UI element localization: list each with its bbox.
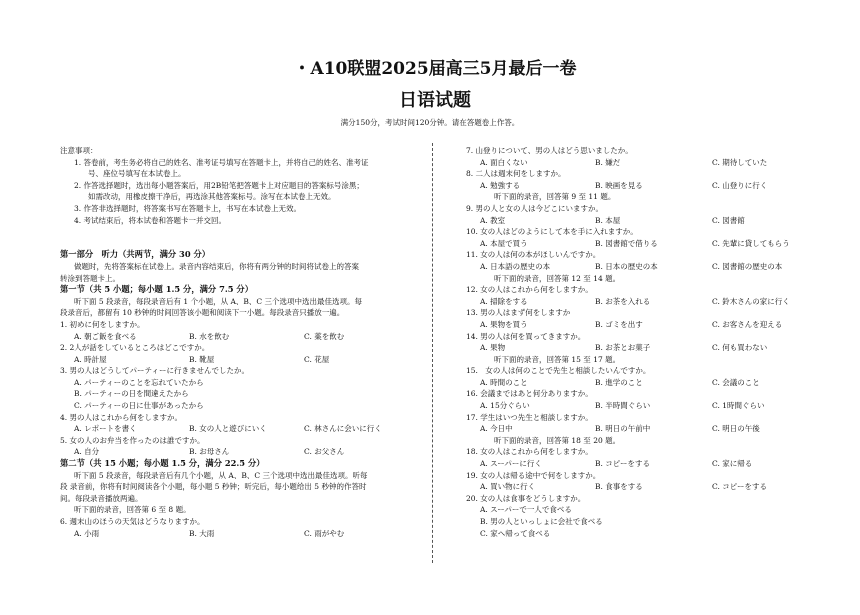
question-4: 4. 男の人はこれから何をしますか。 [60,412,183,422]
answer-option: B. コピーをする [595,459,650,469]
question-20-option-c: C. 家へ帰って食べる [480,528,551,538]
exam-title: ・A10联盟2025届高三5月最后一卷 [293,59,577,79]
note-line: 2. 作答选择题时，选出每小题答案后，用2B铅笔把答题卡上对应题目的答案标号涂黑； [74,180,364,190]
answer-option: B. 進学のこと [595,377,643,387]
section2-intro: 听下面 5 段录音，每段录音后有几个小题，从 A、B、C 三个选项中选出最佳选项。听每 [74,470,368,480]
left-column [60,145,428,539]
answer-option: C. 花屋 [304,354,330,364]
question-14: 14. 男の人は何を買ってきますか。 [466,331,586,341]
question-9-options [466,215,836,227]
question-13: 13. 男の人はまず何をしますか [466,308,571,318]
section1-intro: 段录音后，都留有 10 秒钟的时间回答该小题和阅读下一小题。每段录音只播放一遍。 [60,308,345,318]
question-17-options [466,423,836,435]
answer-option: A. 買い物に行く [480,482,536,492]
question-20-option-b: B. 男の人といっしょに会社で食べる [480,517,603,526]
answer-option: A. 小雨 [74,528,100,538]
question-3: 3. 男の人はどうしてパーティーに行きませんでしたか。 [60,366,249,376]
answer-option: A. 時計屋 [74,354,107,364]
answer-option: B. お茶を入れる [595,296,651,306]
listening-note: 听下面的录音，回答第 6 至 8 题。 [74,505,191,515]
answer-option: B. ゴミを出す [595,319,643,329]
answer-option: C. お客さんを迎える [712,319,783,329]
question-19-options [466,481,836,493]
answer-option: C. 会議のこと [712,377,760,387]
listening-note: 听下面的录音，回答第 18 至 20 题。 [494,435,621,445]
answer-option: C. 薬を飲む [304,331,345,341]
question-18-options [466,458,836,470]
answer-option: A. 果物を買う [480,319,528,329]
answer-option: A. 今日中 [480,424,513,434]
exam-subtitle: 满分150分，考试时间120分钟。请在答题卷上作答。 [340,118,520,127]
listening-note: 听下面的录音，回答第 9 至 11 题。 [494,192,616,202]
note-line: 1. 答卷前，考生务必将自己的姓名、准考证号填写在答题卡上，并将自己的姓名、准考证 [74,157,369,167]
answer-option: A. 朝ご飯を食べる [74,331,137,341]
question-15-options [466,377,836,389]
answer-option: B. 大雨 [189,528,215,538]
question-10-options [466,238,836,250]
column-divider [432,143,433,563]
answer-option: A. 自分 [74,447,100,457]
question-3-option-a: A. パーティーのことを忘れていたから [74,377,204,387]
question-9: 9. 男の人と女の人は今どこにいますか。 [466,203,604,213]
answer-option: B. お母さん [189,447,230,457]
question-8: 8. 二人は週末何をしますか。 [466,169,566,179]
question-1-options [60,331,428,343]
question-4-options [60,423,428,435]
answer-option: B. 嫌だ [595,157,621,167]
question-17: 17. 学生はいつ先生と相談しますか。 [466,412,593,422]
subject-title: 日语试题 [399,90,471,111]
question-6: 6. 週末山のほうの天気はどうなりますか。 [60,517,205,526]
answer-option: A. 15分ぐらい [480,401,530,411]
note-line: 4. 考试结束后，将本试卷和答题卡一并交回。 [74,215,227,225]
answer-option: C. 1時間ぐらい [712,401,765,411]
question-12-options [466,296,836,308]
question-16-options [466,400,836,412]
question-3-option-b: B. パーティーの日を間違えたから [74,389,189,399]
right-column [466,145,836,539]
answer-option: B. お茶とお菓子 [595,343,651,353]
section2-heading: 第二节（共 15 小题；每小题 1.5 分，满分 22.5 分） [60,458,265,469]
answer-option: C. 山登りに行く [712,180,768,190]
answer-option: C. 図書館 [712,215,745,225]
answer-option: C. 家に帰る [712,459,753,469]
answer-option: C. 雨がやむ [304,528,345,538]
note-line: 如需改动，用橡皮擦干净后，再选涂其他答案标号。涂写在本试卷上无效。 [88,192,336,202]
question-20-option-a: A. スーパーで一人で食べる [480,505,572,515]
answer-option: A. 果物 [480,343,506,353]
question-14-options [466,342,836,354]
answer-option: B. 図書館で借りる [595,238,658,248]
answer-option: A. 時間のこと [480,377,528,387]
answer-option: A. 日本語の歴史の本 [480,261,551,271]
question-19: 19. 女の人は帰る途中で何をしますか。 [466,470,601,480]
question-18: 18. 女の人はこれから何をしますか。 [466,447,593,457]
answer-option: B. 明日の午前中 [595,424,651,434]
question-11-options [466,261,836,273]
answer-option: C. コピーをする [712,482,767,492]
question-16: 16. 会議まではあと何分ありますか。 [466,389,593,399]
answer-option: A. 本屋で買う [480,238,528,248]
answer-option: C. 何も買わない [712,343,768,353]
answer-option: A. 掃除をする [480,296,528,306]
answer-option: A. 勉強する [480,180,521,190]
part1-intro: 转涂到答题卡上。 [60,273,120,283]
section1-intro: 听下面 5 段录音，每段录音后有 1 个小题，从 A、B、C 三个选项中选出最佳选项。每 [74,296,363,306]
answer-option: C. 鈴木さんの家に行く [712,296,790,306]
question-2: 2. 2人が話をしているところはどこですか。 [60,343,210,353]
question-20: 20. 女の人は食事をどうしますか。 [466,493,586,503]
answer-option: B. 半時間ぐらい [595,401,651,411]
note-line: 3. 作答非选择题时，将答案书写在答题卡上，书写在本试卷上无效。 [74,203,302,213]
answer-option: A. 教室 [480,215,506,225]
question-7: 7. 山登りについて、男の人はどう思いましたか。 [466,146,633,155]
listening-note: 听下面的录音，回答第 15 至 17 题。 [494,354,621,364]
question-1: 1. 初めに何をしますか。 [60,319,145,329]
section2-intro: 段 录音前，你将有时间阅读各个小题，每小题 5 秒钟；听完后，每小题给出 5 秒钟的作答时 [60,482,367,492]
question-13-options [466,319,836,331]
answer-option: C. 図書館の歴史の本 [712,261,783,271]
answer-option: B. 女の人と遊びにいく [189,424,267,434]
answer-option: C. 林さんに会いに行く [304,424,382,434]
part1-heading: 第一部分 听力（共两节，满分 30 分） [60,249,211,260]
note-line: 号、座位号填写在本试卷上。 [88,169,186,179]
question-2-options [60,354,428,366]
answer-option: B. 水を飲む [189,331,230,341]
question-7-options [466,157,836,169]
answer-option: B. 日本の歴史の本 [595,261,658,271]
question-6-options [60,528,428,540]
notes-heading: 注意事项： [60,146,98,155]
question-15: 15. 女の人は何のことで先生と相談したいんですか。 [466,366,651,376]
answer-option: B. 食事をする [595,482,643,492]
question-10: 10. 女の人はどのようにして本を手に入れますか。 [466,227,638,237]
section2-intro: 间。每段录音播放两遍。 [60,493,143,503]
listening-note: 听下面的录音，回答第 12 至 14 题。 [494,273,621,283]
section1-heading: 第一节（共 5 小题；每小题 1.5 分，满分 7.5 分） [60,284,254,295]
answer-option: A. レポートを書く [74,424,137,434]
answer-option: C. お父さん [304,447,345,457]
question-3-option-c: C. パーティーの日に仕事があったから [74,401,204,411]
answer-option: B. 映画を見る [595,180,643,190]
answer-option: B. 靴屋 [189,354,215,364]
answer-option: C. 期待していた [712,157,768,167]
answer-option: C. 先輩に貸してもらう [712,238,790,248]
answer-option: C. 明日の午後 [712,424,760,434]
answer-option: A. スーパーに行く [480,459,542,469]
question-5-options [60,446,428,458]
question-5: 5. 女の人のお弁当を作ったのは誰ですか。 [60,435,205,445]
question-8-options [466,180,836,192]
answer-option: A. 面白くない [480,157,528,167]
question-11: 11. 女の人は何の本がほしいんですか。 [466,250,601,260]
part1-intro: 做题时，先将答案标在试卷上。录音内容结束后，你将有两分钟的时间将试卷上的答案 [74,261,359,271]
answer-option: B. 本屋 [595,215,621,225]
question-12: 12. 女の人はこれから何をしますか。 [466,285,593,295]
